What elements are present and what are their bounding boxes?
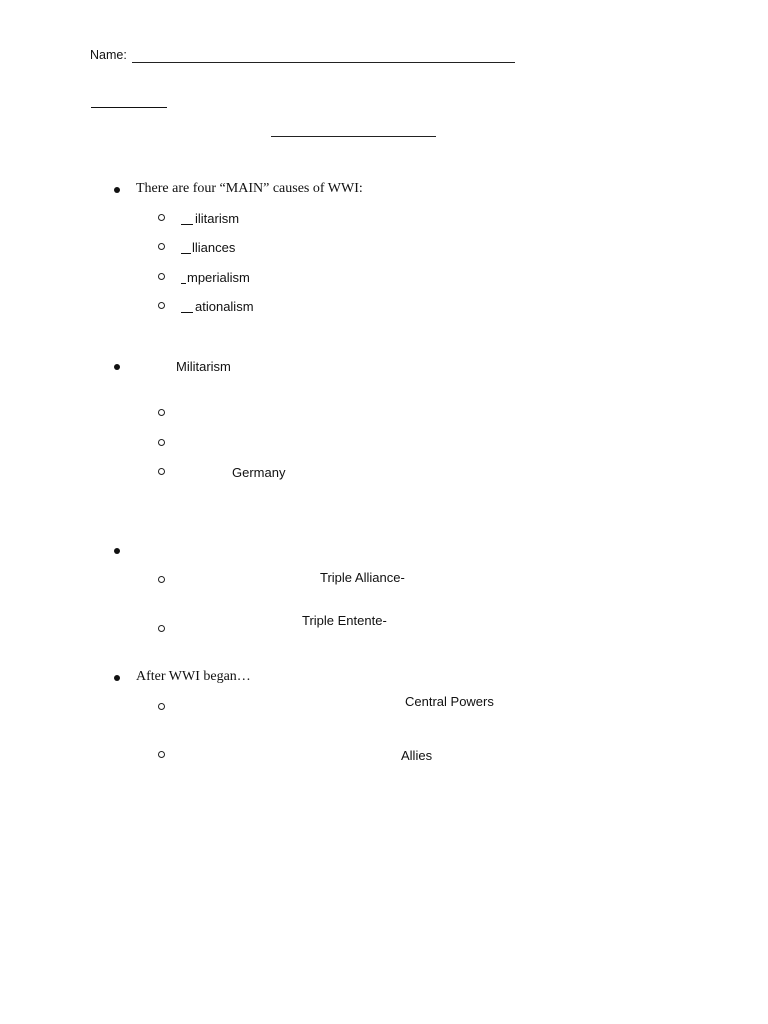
name-blank-line[interactable] [132,62,515,63]
fill-blank[interactable] [181,253,191,254]
cause-militarism-text: ilitarism [195,211,240,226]
main-causes-intro: There are four “MAIN” causes of WWI: [136,181,363,196]
militarism-item-germany: Germany [232,465,286,480]
bullet-main-causes [114,187,120,193]
circle-bullet-cause-2 [158,243,165,250]
title-blank-line[interactable] [91,107,167,108]
militarism-heading: Militarism [176,359,231,374]
name-label: Name: [90,48,127,62]
cause-imperialism [181,270,250,285]
circle-bullet-side-1 [158,703,165,710]
bullet-after-wwi [114,675,120,681]
cause-alliances [181,240,235,255]
central-powers-label: Central Powers [405,694,494,709]
circle-bullet-militarism-2 [158,439,165,446]
cause-militarism [181,211,239,226]
fill-blank[interactable] [181,283,186,284]
cause-alliances-text: lliances [192,240,236,255]
subtitle-blank-line[interactable] [271,136,436,137]
cause-imperialism-text: mperialism [187,270,250,285]
cause-nationalism [181,299,254,314]
circle-bullet-cause-4 [158,302,165,309]
bullet-alliances [114,548,120,554]
circle-bullet-alliance-2 [158,625,165,632]
circle-bullet-militarism-3 [158,468,165,475]
cause-nationalism-text: ationalism [195,299,254,314]
after-wwi-intro: After WWI began… [136,669,251,684]
circle-bullet-alliance-1 [158,576,165,583]
triple-entente-label: Triple Entente- [302,613,387,628]
fill-blank[interactable] [181,224,193,225]
fill-blank[interactable] [181,312,193,313]
circle-bullet-militarism-1 [158,409,165,416]
bullet-militarism [114,364,120,370]
circle-bullet-cause-1 [158,214,165,221]
circle-bullet-cause-3 [158,273,165,280]
circle-bullet-side-2 [158,751,165,758]
triple-alliance-label: Triple Alliance- [320,570,405,585]
allies-label: Allies [401,748,433,763]
